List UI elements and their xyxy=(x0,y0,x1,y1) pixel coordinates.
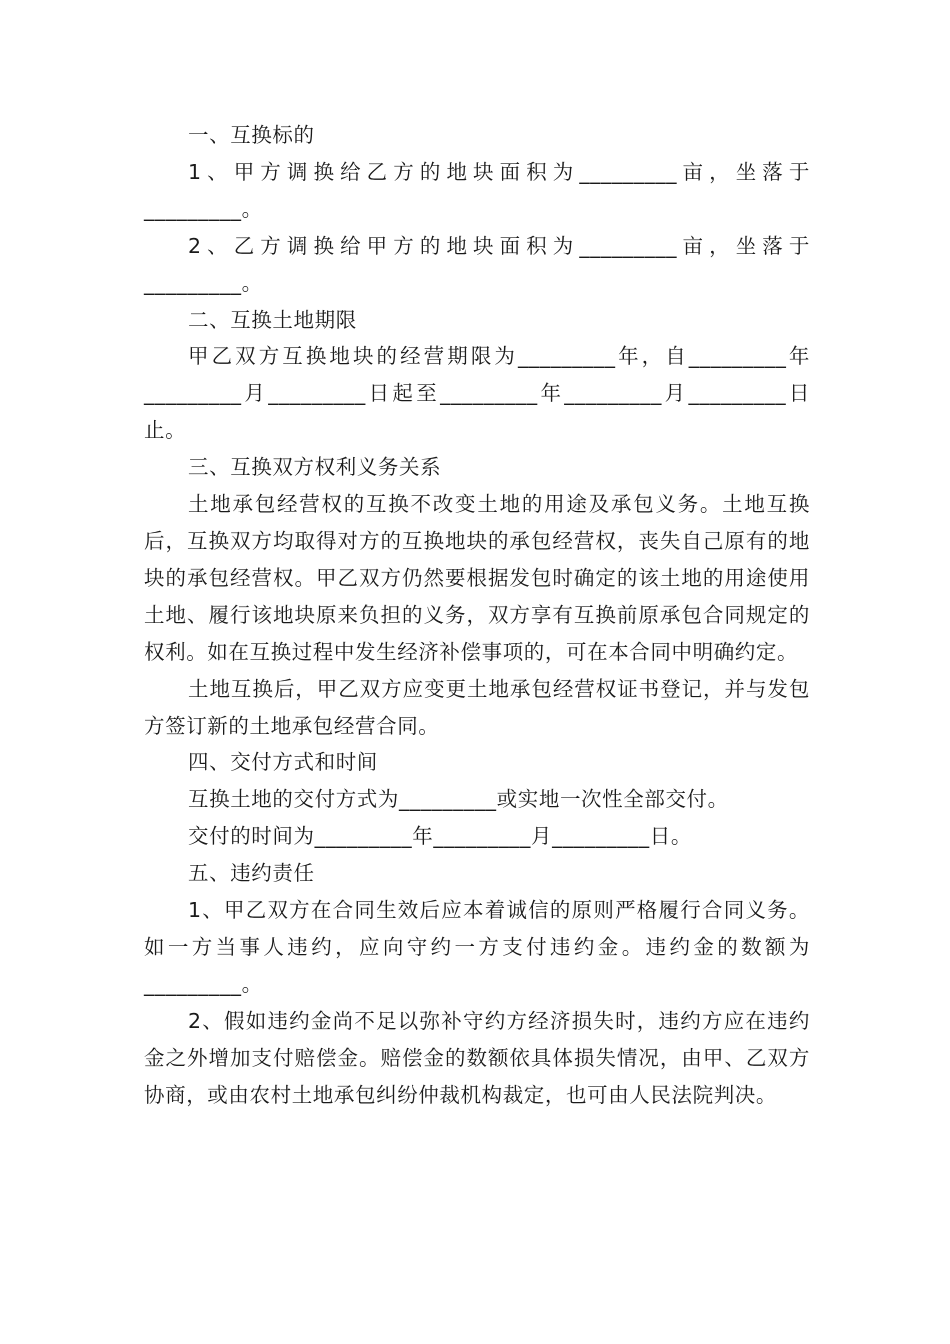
section-3-heading: 三、互换双方权利义务关系 xyxy=(188,455,442,480)
rights-paragraph-1: 土地承包经营权的互换不改变土地的用途及承包义务。土地互换后，互换双方均取得对方的互换地块的承包经营权，丧失自己原有的地块的承包经营权。甲乙双方仍然要根据发包时确定的该土地的用途使用土地、履行该地块原来负担的义务，双方享有互换前原承包合同规定的权利。如在互换过程中发生经济补偿事项的，可在本合同中明确约定。 xyxy=(144,492,810,664)
section-2-heading: 二、互换土地期限 xyxy=(188,307,357,332)
item-1-2: 2、乙方调换给甲方的地块面积为_________亩，坐落于_________。 xyxy=(144,233,810,295)
section-4-heading: 四、交付方式和时间 xyxy=(188,750,378,775)
section-5-heading: 五、违约责任 xyxy=(188,861,315,886)
liability-item-2: 2、假如违约金尚不足以弥补守约方经济损失时，违约方应在违约金之外增加支付赔偿金。赔偿金的数额依具体损失情况，由甲、乙双方协商，或由农村土地承包纠纷仲裁机构裁定，也可由人民法院判决。 xyxy=(144,1008,810,1107)
item-1-1: 1、甲方调换给乙方的地块面积为_________亩，坐落于_________。 xyxy=(144,159,810,221)
document-body xyxy=(144,117,810,1113)
liability-item-1: 1、甲乙双方在合同生效后应本着诚信的原则严格履行合同义务。如一方当事人违约，应向守约一方支付违约金。违约金的数额为_________。 xyxy=(144,898,810,996)
delivery-method: 互换土地的交付方式为_________或实地一次性全部交付。 xyxy=(188,787,729,812)
term-paragraph: 甲乙双方互换地块的经营期限为_________年，自_________年_________月_________日起至_________年_________月_________日止。 xyxy=(144,344,810,443)
rights-paragraph-2: 土地互换后，甲乙双方应变更土地承包经营权证书登记，并与发包方签订新的土地承包经营合同。 xyxy=(144,676,810,738)
section-1-heading: 一、互换标的 xyxy=(188,123,315,147)
delivery-time: 交付的时间为_________年_________月_________日。 xyxy=(188,824,692,849)
